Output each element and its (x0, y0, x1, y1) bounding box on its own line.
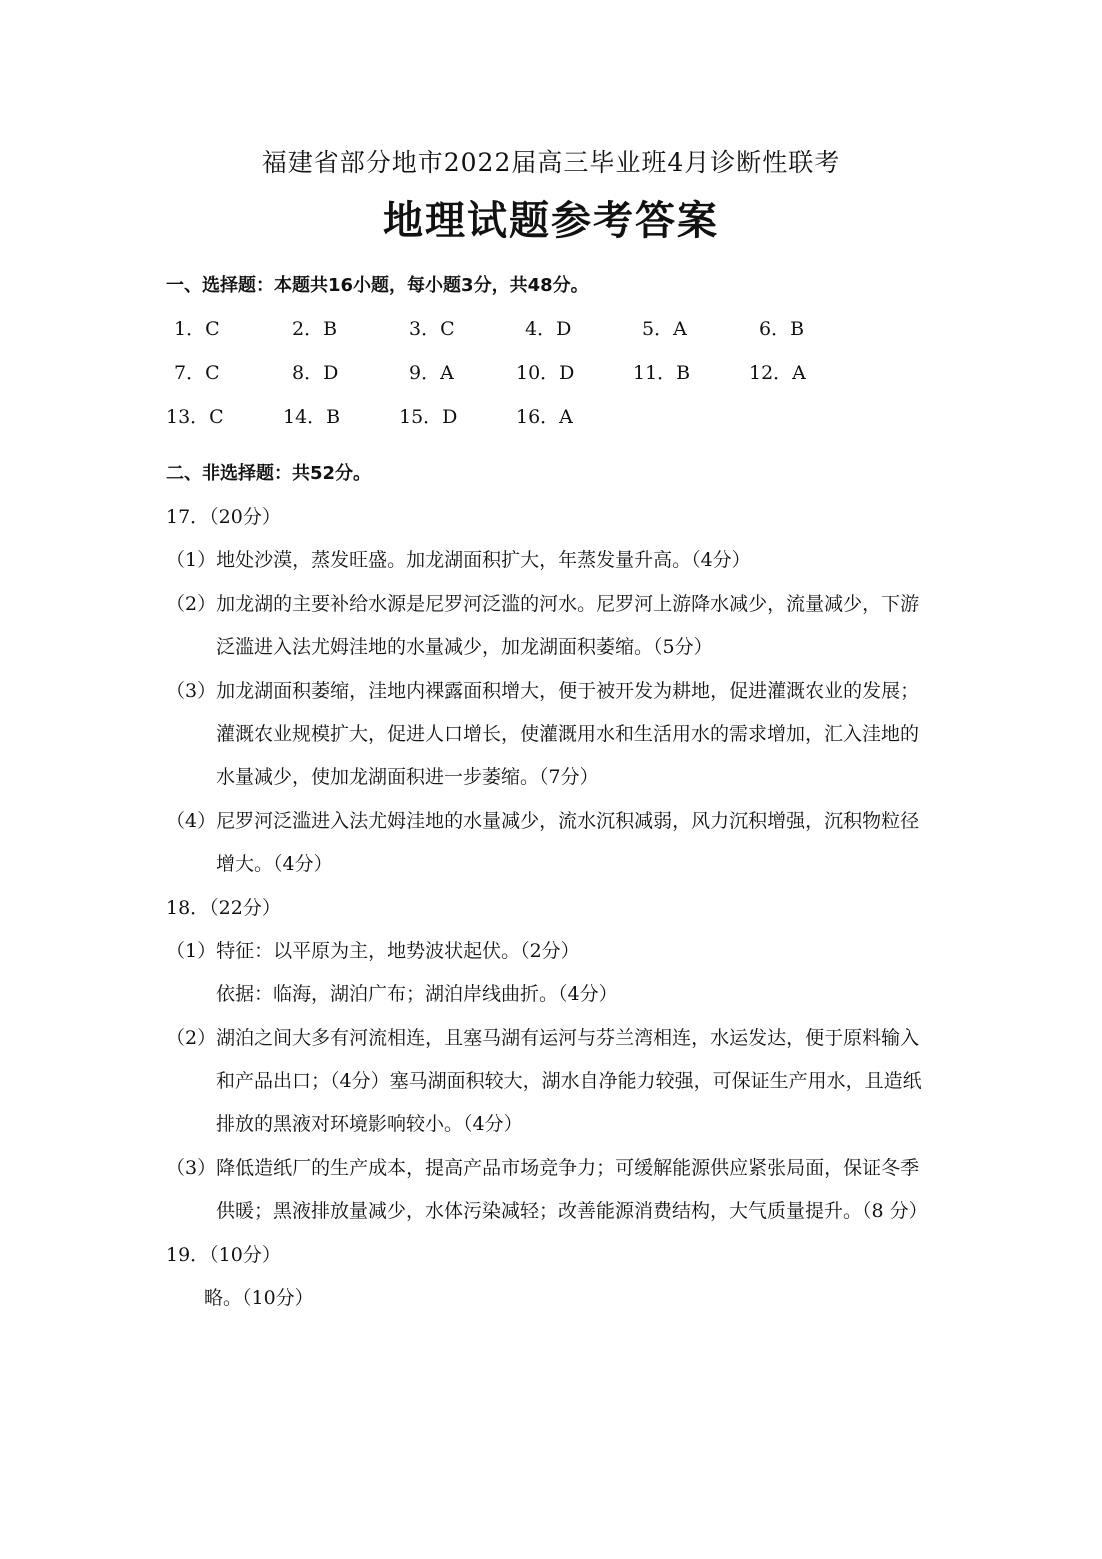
answer-item: 8．D (292, 362, 339, 384)
answer-18-2-continued: 排放的黑液对环境影响较小。（4分） (216, 1113, 523, 1136)
page-subtitle: 福建省部分地市2022届高三毕业班4月诊断性联考 (261, 148, 841, 177)
page-title: 地理试题参考答案 (383, 198, 719, 244)
answer-18-2: （2）湖泊之间大多有河流相连，且塞马湖有运河与芬兰湾相连，水运发达，便于原料输入 (166, 1026, 920, 1049)
answer-item: 1．C (174, 318, 220, 340)
question-18-heading: 18．（22分） (166, 896, 281, 919)
answer-item: 10．D (516, 362, 575, 384)
answer-18-2-continued: 和产品出口；（4分）塞马湖面积较大，湖水自净能力较强，可保证生产用水，且造纸 (216, 1070, 922, 1093)
answer-17-3: （3）加龙湖面积萎缩，洼地内裸露面积增大，便于被开发为耕地，促进灌溉农业的发展； (166, 679, 920, 702)
answer-17-2-continued: 泛滥进入法尤姆洼地的水量减少，加龙湖面积萎缩。（5分） (216, 636, 713, 659)
answer-item: 15．D (399, 406, 458, 428)
question-17-heading: 17．（20分） (166, 506, 281, 528)
answer-item: 16．A (516, 406, 573, 428)
answer-17-1: （1）地处沙漠，蒸发旺盛。加龙湖面积扩大，年蒸发量升高。（4分） (166, 549, 751, 572)
answer-17-2: （2）加龙湖的主要补给水源是尼罗河泛滥的河水。尼罗河上游降水减少，流量减少，下游 (166, 592, 920, 615)
answer-item: 3．C (409, 318, 455, 340)
answer-17-4-continued: 增大。（4分） (216, 853, 333, 876)
section-heading-free-response: 二、非选择题：共52分。 (166, 463, 372, 484)
answer-item: 5．A (642, 318, 687, 340)
answer-grid (166, 314, 866, 446)
answer-item: 12．A (749, 362, 806, 384)
answer-19: 略。（10分） (204, 1287, 314, 1310)
answer-row (166, 314, 866, 358)
answer-17-3-continued: 水量减少，使加龙湖面积进一步萎缩。（7分） (216, 766, 599, 789)
answer-item: 6．B (759, 318, 805, 340)
answer-item: 4．D (525, 318, 572, 340)
answer-17-4: （4）尼罗河泛滥进入法尤姆洼地的水量减少，流水沉积减弱，风力沉积增强，沉积物粒径 (166, 809, 920, 832)
section-heading-multiple-choice: 一、选择题：本题共16小题，每小题3分，共48分。 (166, 275, 589, 296)
answer-17-3-continued: 灌溉农业规模扩大，促进人口增长，使灌溉用水和生活用水的需求增加，汇入洼地的 (216, 722, 920, 745)
answer-18-1-continued: 依据：临海，湖泊广布；湖泊岸线曲折。（4分） (216, 983, 618, 1006)
answer-item: 14．B (283, 406, 341, 428)
answer-row (166, 358, 866, 402)
answer-item: 13．C (166, 406, 224, 428)
answer-item: 11．B (633, 362, 691, 384)
answer-18-1: （1）特征：以平原为主，地势波状起伏。（2分） (166, 939, 580, 962)
answer-item: 7．C (174, 362, 220, 384)
answer-row (166, 402, 866, 446)
answer-18-3-continued: 供暖；黑液排放量减少，水体污染减轻；改善能源消费结构，大气质量提升。（8 分） (216, 1200, 928, 1223)
answer-18-3: （3）降低造纸厂的生产成本，提高产品市场竞争力；可缓解能源供应紧张局面，保证冬季 (166, 1156, 920, 1179)
answer-item: 9．A (409, 362, 454, 384)
free-response-answers (166, 500, 946, 1324)
question-19-heading: 19．（10分） (166, 1243, 281, 1266)
answer-item: 2．B (292, 318, 338, 340)
